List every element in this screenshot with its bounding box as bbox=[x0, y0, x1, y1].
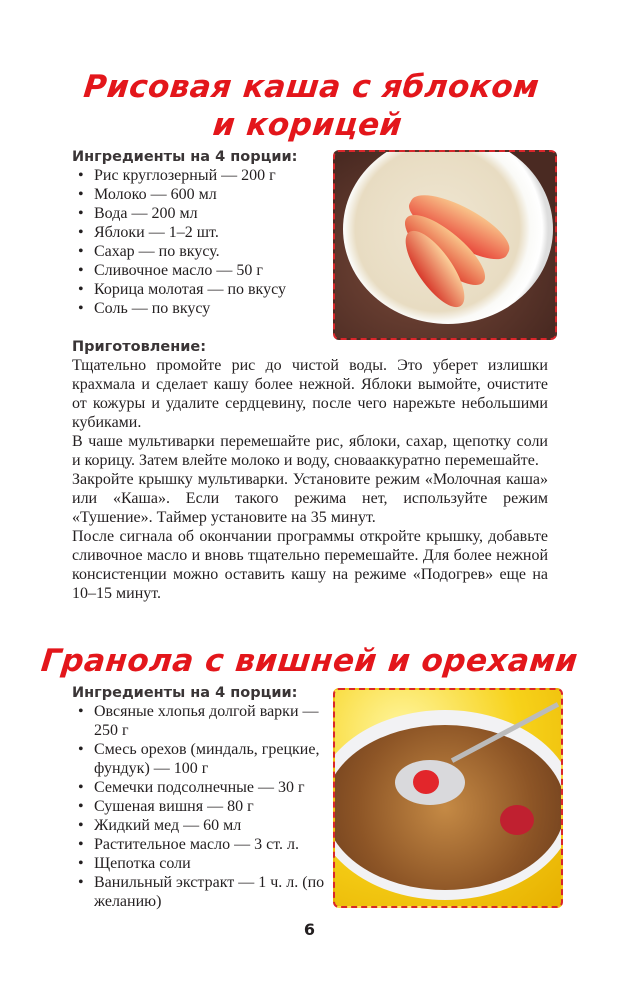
preparation-paragraph: После сигнала об окончании программы откройте крышку, добавьте сливочное масло и вновь тщательно перемешайте. Для более нежной консистенции можно оставить кашу на режиме «Подогрев» еще на 10–15 минут. bbox=[72, 528, 548, 602]
ingredients-heading: Ингредиенты на 4 порции: bbox=[72, 149, 298, 165]
recipe2-title: Гранола с вишней и орехами bbox=[39, 643, 580, 679]
ingredient-item: • Овсяные хлопья долгой варки — 250 г bbox=[72, 702, 332, 740]
ingredient-item: • Соль — по вкусу bbox=[72, 299, 332, 318]
ingredient-item: • Растительное масло — 3 ст. л. bbox=[72, 835, 332, 854]
recipe2-ingredients bbox=[72, 684, 332, 911]
title-line2: и корицей bbox=[211, 107, 404, 143]
ingredient-item: • Сахар — по вкусу. bbox=[72, 242, 332, 261]
preparation-paragraph: Закройте крышку мультиварки. Установите режим «Молочная каша» или «Каша». Если такого режима нет, используйте режим «Тушение». Таймер установите на 35 минут. bbox=[72, 471, 548, 526]
ingredients-heading: Ингредиенты на 4 порции: bbox=[72, 685, 298, 701]
ingredient-item: • Семечки подсолнечные — 30 г bbox=[72, 778, 332, 797]
page-number: 6 bbox=[303, 920, 316, 939]
ingredient-item: • Жидкий мед — 60 мл bbox=[72, 816, 332, 835]
recipe1-title bbox=[0, 68, 619, 144]
title-line1: Рисовая каша с яблоком bbox=[81, 69, 542, 105]
preparation-heading: Приготовление: bbox=[72, 339, 207, 355]
ingredient-item: • Смесь орехов (миндаль, грецкие, фундук) — 100 г bbox=[72, 740, 332, 778]
ingredient-item: • Яблоки — 1–2 шт. bbox=[72, 223, 332, 242]
ingredient-item: • Вода — 200 мл bbox=[72, 204, 332, 223]
ingredient-item: • Молоко — 600 мл bbox=[72, 185, 332, 204]
recipe1-ingredients bbox=[72, 148, 332, 318]
recipe1-preparation bbox=[72, 338, 548, 603]
preparation-paragraph: Тщательно промойте рис до чистой воды. Это уберет излишки крахмала и сделает кашу более нежной. Яблоки вымойте, очистите от кожуры и удалите сердцевину, после чего нарежьте небольшими кубиками. bbox=[72, 357, 548, 431]
rice-porridge-photo bbox=[333, 150, 557, 340]
ingredient-item: • Сливочное масло — 50 г bbox=[72, 261, 332, 280]
granola-photo bbox=[333, 688, 563, 908]
ingredient-item: • Корица молотая — по вкусу bbox=[72, 280, 332, 299]
ingredient-item: • Щепотка соли bbox=[72, 854, 332, 873]
ingredient-item: • Сушеная вишня — 80 г bbox=[72, 797, 332, 816]
ingredient-item: • Ванильный экстракт — 1 ч. л. (по желанию) bbox=[72, 873, 332, 911]
ingredient-item: • Рис круглозерный — 200 г bbox=[72, 166, 332, 185]
preparation-paragraph: В чаше мультиварки перемешайте рис, яблоки, сахар, щепотку соли и корицу. Затем влейте молоко и воду, сновааккуратно перемешайте. bbox=[72, 433, 548, 469]
